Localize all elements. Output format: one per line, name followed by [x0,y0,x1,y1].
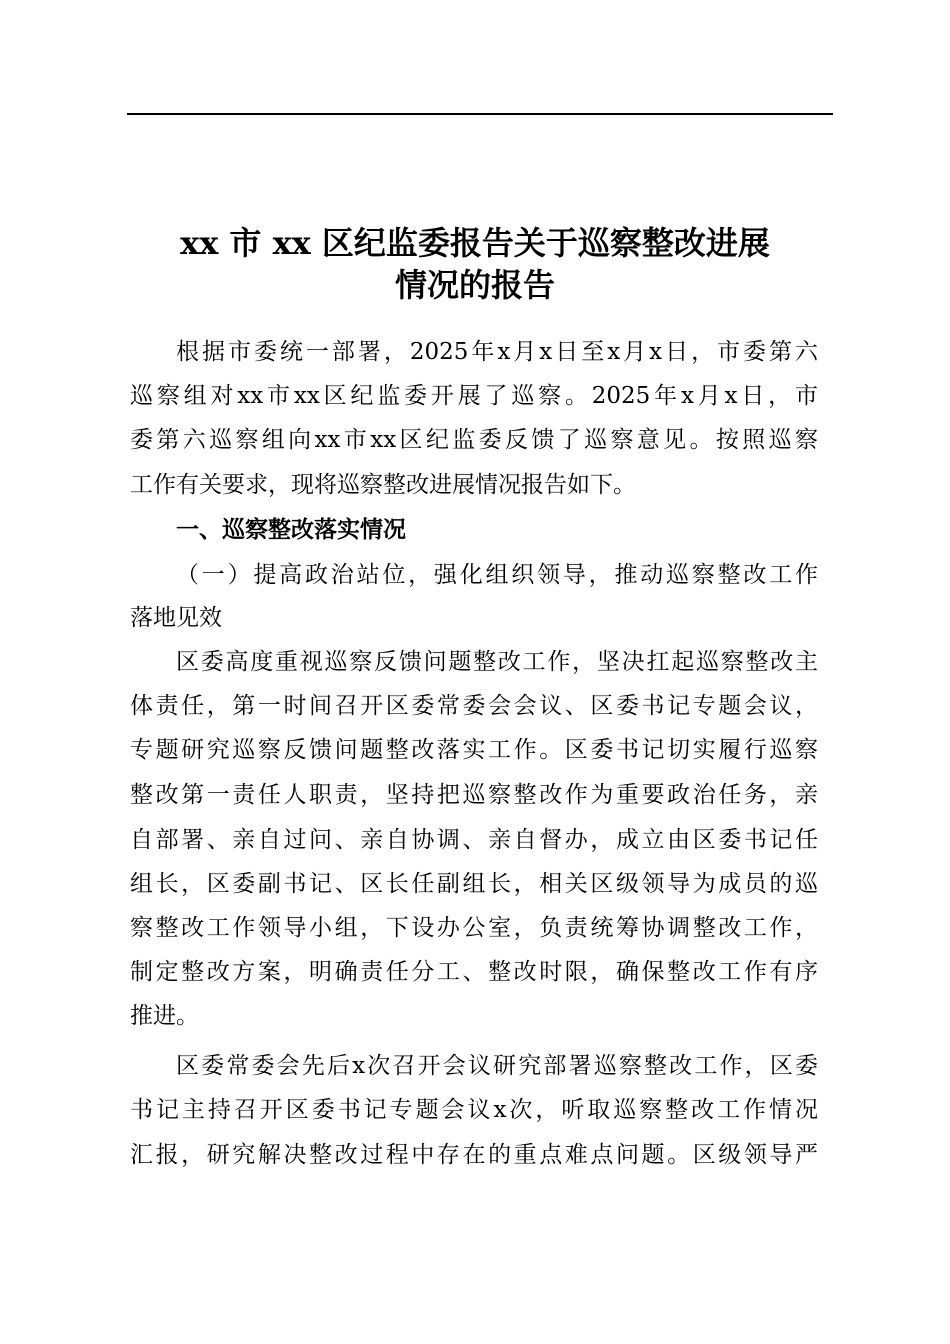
document-title-line-1: xx 市 xx 区纪监委报告关于巡察整改进展 [180,224,770,262]
body-text-line: 区委常委会先后x次召开会议研究部署巡察整改工作，区委 [176,1053,818,1079]
header-rule [127,113,833,115]
section-heading: 一、巡察整改落实情况 [176,516,406,543]
body-text-line: （一）提高政治站位，强化组织领导，推动巡察整改工作 [176,562,818,588]
body-text-line: 察整改工作领导小组，下设办公室，负责统筹协调整改工作， [130,915,818,941]
body-text-line: 整改第一责任人职责，坚持把巡察整改作为重要政治任务，亲 [130,782,818,808]
body-text-line: 书记主持召开区委书记专题会议x次，听取巡察整改工作情况 [130,1097,818,1123]
body-text-line: 委第六巡察组向xx市xx区纪监委反馈了巡察意见。按照巡察 [130,427,818,453]
body-text-line: 汇报，研究解决整改过程中存在的重点难点问题。区级领导严 [130,1142,818,1168]
body-text-line: 体责任，第一时间召开区委常委会会议、区委书记专题会议， [130,693,818,719]
body-text-line: 区委高度重视巡察反馈问题整改工作，坚决扛起巡察整改主 [176,649,818,675]
body-text-line: 专题研究巡察反馈问题整改落实工作。区委书记切实履行巡察 [130,737,818,763]
body-text-line: 根据市委统一部署，2025年x月x日至x月x日，市委第六 [176,339,818,365]
body-text-line: 推进。 [130,1003,199,1029]
body-text-line: 落地见效 [130,605,222,631]
document-title-line-2: 情况的报告 [394,266,555,304]
body-text-line: 制定整改方案，明确责任分工、整改时限，确保整改工作有序 [130,959,818,985]
body-text-line: 组长，区委副书记、区长任副组长，相关区级领导为成员的巡 [130,871,818,897]
body-text-line: 巡察组对xx市xx区纪监委开展了巡察。2025年x月x日，市 [130,383,818,409]
body-text-line: 工作有关要求，现将巡察整改进展情况报告如下。 [130,472,636,498]
body-text-line: 自部署、亲自过问、亲自协调、亲自督办，成立由区委书记任 [130,827,818,853]
